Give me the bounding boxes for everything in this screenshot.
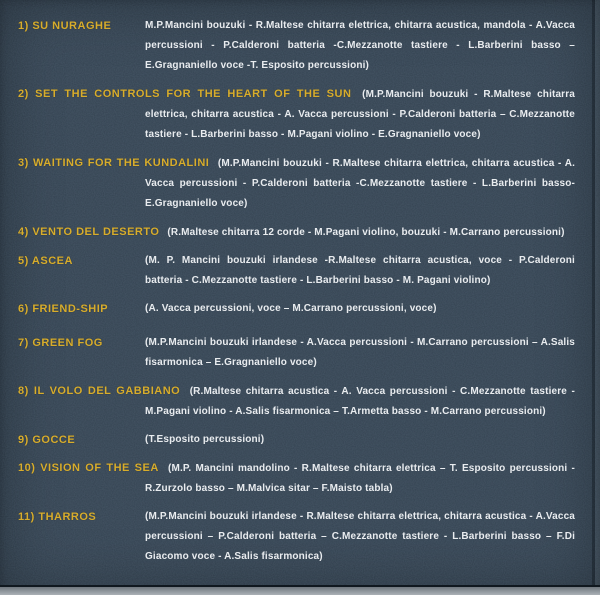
scan-edge-right-shadow [592, 0, 595, 595]
track-title: 2) SET THE CONTROLS FOR THE HEART OF THE SUN [18, 88, 352, 100]
track-credits: (M.P.Mancini bouzuki - R.Maltese chitarra elettrica, chitarra acustica - A. Vacca percussioni - P.Calderoni batteria -C.Mezzanotte tastiere - L.Barberini basso- E.Gragnaniello voce) [145, 158, 575, 209]
track-title: 9) GOCCE [18, 434, 76, 446]
track-entry-8 [18, 381, 575, 422]
track-entry-11 [18, 507, 575, 567]
track-title: 1) SU NURAGHE [18, 20, 112, 32]
track-credits: (M.P.Mancini bouzuki irlandese - A.Vacca percussioni - M.Carrano percussioni – A.Salis fisarmonica – E.Gragnaniello voce) [145, 337, 575, 368]
track-credits: (A. Vacca percussioni, voce – M.Carrano percussioni, voce) [145, 303, 437, 314]
track-title: 5) ASCEA [18, 255, 73, 267]
track-title: 3) WAITING FOR THE KUNDALINI [18, 157, 210, 169]
track-credits: (R.Maltese chitarra 12 corde - M.Pagani violino, bouzuki - M.Carrano percussioni) [167, 227, 565, 238]
track-credits: (M.P. Mancini mandolino - R.Maltese chitarra elettrica – T. Esposito percussioni - R.Zurzolo basso – M.Malvica sitar – F.Maisto tabla) [145, 463, 575, 494]
track-title: 4) VENTO DEL DESERTO [18, 226, 160, 238]
track-title: 7) GREEN FOG [18, 337, 103, 349]
track-title: 10) VISION OF THE SEA [18, 462, 159, 474]
scan-edge-bottom [0, 585, 600, 595]
track-entry-7 [18, 333, 575, 373]
track-entry-1 [18, 16, 575, 76]
track-list [18, 16, 575, 575]
track-entry-6 [18, 299, 575, 319]
track-title: 11) THARROS [18, 511, 97, 523]
track-title: 8) IL VOLO DEL GABBIANO [18, 385, 181, 397]
track-credits: (M.P.Mancini bouzuki - R.Maltese chitarra elettrica, chitarra acustica - A. Vacca percussioni - P.Calderoni batteria – C.Mezzanotte tastiere - L.Barberini basso - M.Pagani violino - E.Gragnaniello voce) [145, 89, 575, 140]
track-entry-5 [18, 251, 575, 291]
track-credits: (M.P.Mancini bouzuki irlandese - R.Maltese chitarra elettrica, chitarra acustica - A.Vacca percussioni – P.Calderoni batteria – C.Mezzanotte tastiere - L.Barberini basso – F.Di Giacomo voce - A.Salis fisarmonica) [145, 511, 575, 562]
track-entry-9 [18, 430, 575, 450]
track-entry-4 [18, 222, 575, 243]
scan-edge-right-highlight [595, 0, 600, 595]
track-credits: (R.Maltese chitarra acustica - A. Vacca percussioni - C.Mezzanotte tastiere - M.Pagani violino - A.Salis fisarmonica – T.Armetta basso - M.Carrano percussioni) [145, 386, 575, 417]
track-entry-3 [18, 153, 575, 214]
track-entry-10 [18, 458, 575, 499]
track-credits: (M. P. Mancini bouzuki irlandese -R.Maltese chitarra acustica, voce - P.Calderoni batteria - C.Mezzanotte tastiere - L.Barberini basso - M. Pagani violino) [145, 255, 575, 286]
track-title: 6) FRIEND-SHIP [18, 303, 109, 315]
track-credits: (T.Esposito percussioni) [145, 434, 265, 445]
track-entry-2 [18, 84, 575, 145]
track-credits: M.P.Mancini bouzuki - R.Maltese chitarra elettrica, chitarra acustica, mandola - A.Vacca percussioni - P.Calderoni batteria -C.Mezzanotte tastiere - L.Barberini basso – E.Gragnaniello voce -T. Esposito percussioni) [145, 20, 575, 71]
